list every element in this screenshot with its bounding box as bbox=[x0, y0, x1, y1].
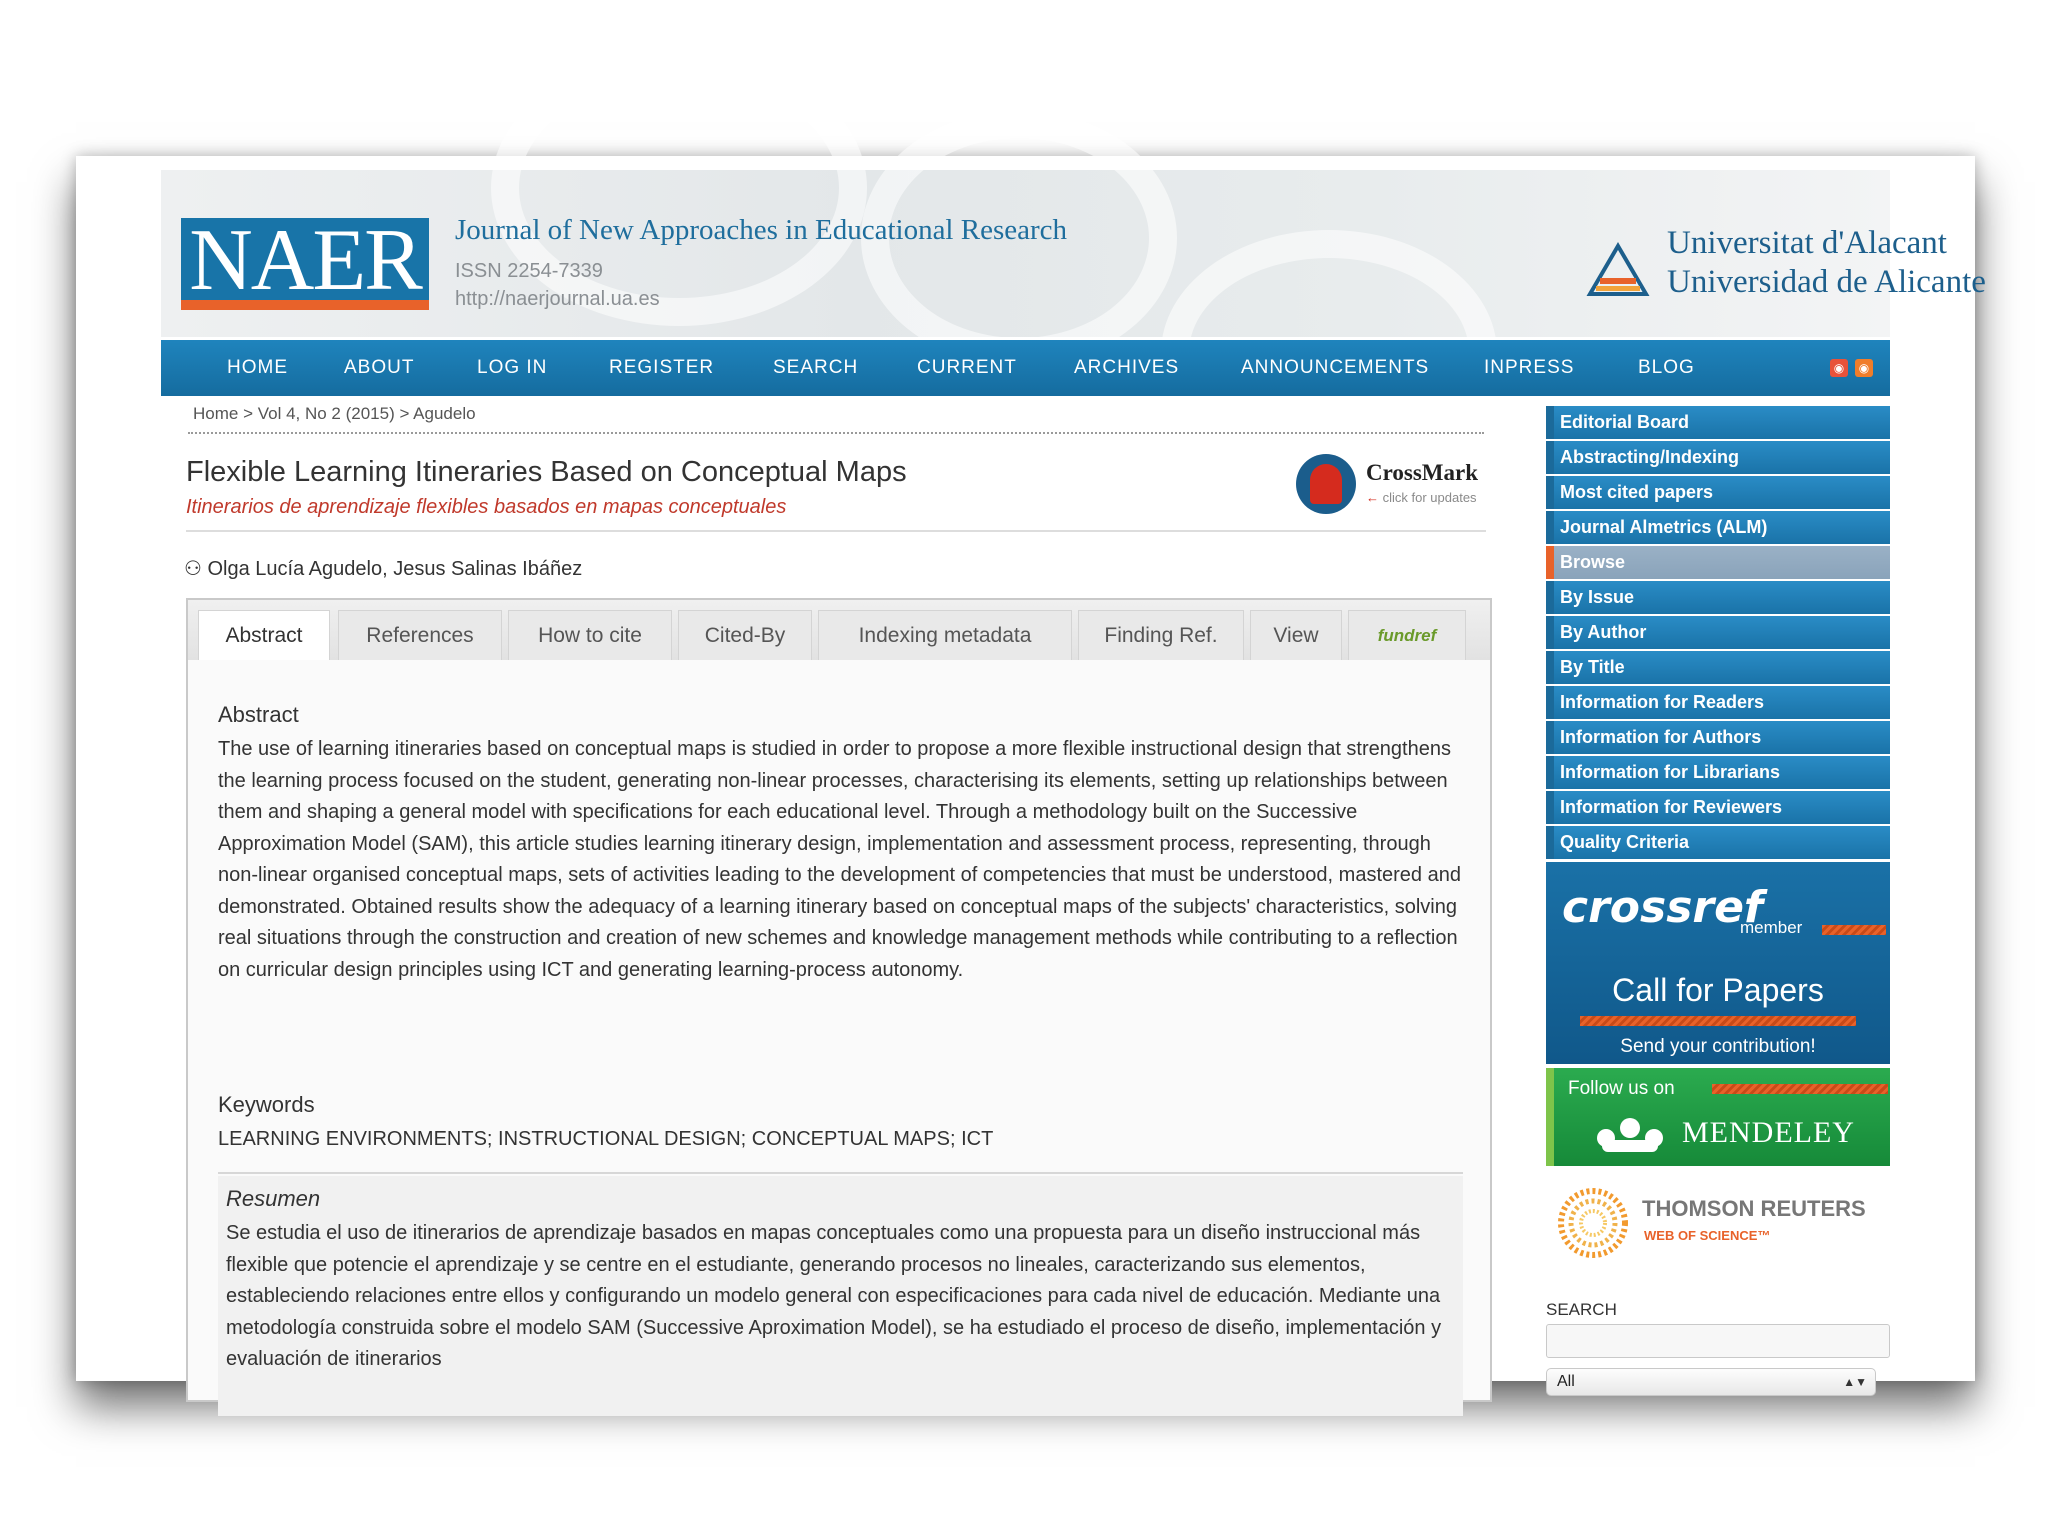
orange-stripe-decoration bbox=[1822, 925, 1886, 935]
article-title: Flexible Learning Itineraries Based on Conceptual Maps bbox=[186, 456, 907, 488]
follow-us-label: Follow us on bbox=[1568, 1078, 1675, 1099]
crossref-logo: crossref bbox=[1562, 882, 1764, 933]
thomson-reuters-name[interactable]: THOMSON REUTERS bbox=[1642, 1196, 1866, 1221]
journal-url: http://naerjournal.ua.es bbox=[455, 288, 660, 310]
keywords-divider bbox=[218, 1172, 1463, 1174]
tab-indexing-metadata[interactable]: Indexing metadata bbox=[818, 610, 1072, 660]
nav-archives[interactable]: ARCHIVES bbox=[1074, 357, 1180, 378]
article-tab-panel bbox=[186, 598, 1492, 1402]
tab-references[interactable]: References bbox=[338, 610, 502, 660]
naer-logo[interactable]: NAER bbox=[181, 218, 429, 310]
web-of-science-label: WEB OF SCIENCE™ bbox=[1644, 1228, 1771, 1243]
call-for-papers-title: Call for Papers bbox=[1612, 972, 1824, 1008]
browser-window bbox=[76, 156, 1986, 1390]
mendeley-icon bbox=[1594, 1114, 1666, 1154]
main-nav bbox=[161, 340, 1890, 396]
mendeley-name: MENDELEY bbox=[1682, 1116, 1855, 1149]
search-input[interactable] bbox=[1546, 1324, 1890, 1358]
tab-view[interactable]: View bbox=[1250, 610, 1342, 660]
sidebar-item-info-reviewers[interactable]: Information for Reviewers bbox=[1546, 791, 1890, 824]
crossref-call-for-papers-banner[interactable] bbox=[1546, 862, 1890, 1064]
user-icon: ⚇ bbox=[184, 558, 202, 580]
crossmark-label[interactable]: CrossMark bbox=[1366, 460, 1479, 485]
sidebar-item-info-librarians[interactable]: Information for Librarians bbox=[1546, 756, 1890, 789]
authors-line bbox=[184, 556, 582, 581]
abstract-text: The use of learning itineraries based on conceptual maps is studied in order to propose a more flexible instructional design that strengthens the learning process focused on the student, generating non-linear processes, characterising its elements, setting up relationships between them and shaping a general model with specifications for each educational level. Through a methodology built on the Successive Approximation Model (SAM), this article studies learning itinerary design, implementation and assessment process, representing, through non-linear organised conceptual maps, sets of activities leading to the development of competencies that must be understood, mastered and demonstrated. Obtained results show the adequacy of a learning itinerary based on conceptual maps of the subjects' characteristics, solving real situations through the construction and creation of new schemes and knowledge management methods while contributing to a reflection on curricular design principles using ICT and generating learning-process autonomy. bbox=[218, 738, 1461, 981]
keywords-text: LEARNING ENVIRONMENTS; INSTRUCTIONAL DESIGN; CONCEPTUAL MAPS; ICT bbox=[218, 1128, 994, 1150]
sidebar-item-abstracting-indexing[interactable]: Abstracting/Indexing bbox=[1546, 441, 1890, 474]
journal-issn: ISSN 2254-7339 bbox=[455, 260, 603, 282]
sidebar-item-by-issue[interactable]: By Issue bbox=[1546, 581, 1890, 614]
keywords-heading: Keywords bbox=[218, 1092, 315, 1117]
tab-content bbox=[188, 660, 1490, 1400]
crossmark-sublabel-text: click for updates bbox=[1382, 490, 1477, 505]
search-scope-select[interactable] bbox=[1546, 1368, 1876, 1396]
tab-cited-by[interactable]: Cited-By bbox=[678, 610, 812, 660]
select-arrows-icon: ▲▼ bbox=[1843, 1375, 1867, 1389]
tab-how-to-cite[interactable]: How to cite bbox=[508, 610, 672, 660]
thomson-reuters-logo-icon[interactable] bbox=[1556, 1186, 1630, 1260]
nav-blog[interactable]: BLOG bbox=[1638, 357, 1695, 378]
university-name-line1: Universitat d'Alacant bbox=[1667, 225, 1947, 261]
university-name[interactable] bbox=[1667, 224, 1986, 302]
nav-search[interactable]: SEARCH bbox=[773, 357, 859, 378]
resumen-section bbox=[218, 1176, 1463, 1416]
sidebar-item-editorial-board[interactable]: Editorial Board bbox=[1546, 406, 1890, 439]
nav-register[interactable]: REGISTER bbox=[609, 357, 715, 378]
crossmark-icon[interactable] bbox=[1296, 454, 1356, 514]
search-scope-value: All bbox=[1557, 1373, 1575, 1390]
title-divider bbox=[186, 530, 1486, 532]
resumen-heading: Resumen bbox=[226, 1186, 321, 1211]
crossref-member-label: member bbox=[1740, 918, 1803, 937]
authors[interactable]: Olga Lucía Agudelo, Jesus Salinas Ibáñez bbox=[207, 558, 583, 580]
call-for-papers-subtitle: Send your contribution! bbox=[1620, 1036, 1816, 1057]
header-swirl-decoration bbox=[491, 50, 867, 326]
site-header bbox=[161, 170, 1986, 337]
sidebar-item-journal-almetrics[interactable]: Journal Almetrics (ALM) bbox=[1546, 511, 1890, 544]
nav-announcements[interactable]: ANNOUNCEMENTS bbox=[1241, 357, 1430, 378]
nav-log-in[interactable]: LOG IN bbox=[477, 357, 548, 378]
arrow-left-icon: ← bbox=[1366, 490, 1383, 505]
tab-abstract[interactable]: Abstract bbox=[198, 610, 330, 662]
crossmark-sublabel[interactable] bbox=[1366, 490, 1477, 505]
nav-home[interactable]: HOME bbox=[227, 357, 288, 378]
sidebar-item-by-title[interactable]: By Title bbox=[1546, 651, 1890, 684]
mendeley-banner[interactable] bbox=[1546, 1068, 1890, 1166]
rss-icon[interactable]: ◉ bbox=[1830, 359, 1848, 377]
sidebar-item-quality-criteria[interactable]: Quality Criteria bbox=[1546, 826, 1890, 859]
search-label: SEARCH bbox=[1546, 1300, 1617, 1319]
sidebar-item-info-readers[interactable]: Information for Readers bbox=[1546, 686, 1890, 719]
resumen-text: Se estudia el uso de itinerarios de aprendizaje basados en mapas conceptuales como una propuesta para un diseño instruccional más flexible que potencie el aprendizaje y se centre en el estudiante, generando procesos no lineales, caracterizando sus elementos, estableciendo relaciones entre ellos y configurando un modelo general con especificaciones para cada nivel de educación. Mediante una metodología construida sobre el modelo SAM (Successive Aproximation Model), se ha estudiado el proceso de diseño, implementación y evaluación de itinerarios bbox=[226, 1222, 1442, 1370]
sidebar-item-by-author[interactable]: By Author bbox=[1546, 616, 1890, 649]
tab-bar bbox=[188, 600, 1490, 661]
article-subtitle: Itinerarios de aprendizaje flexibles basados en mapas conceptuales bbox=[186, 496, 787, 518]
university-name-line2: Universidad de Alicante bbox=[1667, 264, 1986, 300]
sidebar-item-most-cited[interactable]: Most cited papers bbox=[1546, 476, 1890, 509]
tab-fundref-logo[interactable]: fundref bbox=[1348, 610, 1466, 660]
nav-current[interactable]: CURRENT bbox=[917, 357, 1017, 378]
nav-inpress[interactable]: INPRESS bbox=[1484, 357, 1575, 378]
orange-stripe-decoration bbox=[1712, 1084, 1888, 1094]
sidebar-item-info-authors[interactable]: Information for Authors bbox=[1546, 721, 1890, 754]
nav-about[interactable]: ABOUT bbox=[344, 357, 415, 378]
orange-stripe-decoration bbox=[1580, 1016, 1856, 1026]
tab-finding-ref[interactable]: Finding Ref. bbox=[1078, 610, 1244, 660]
university-logo-icon[interactable] bbox=[1586, 242, 1650, 298]
abstract-heading: Abstract bbox=[218, 702, 299, 727]
breadcrumb[interactable]: Home > Vol 4, No 2 (2015) > Agudelo bbox=[193, 404, 476, 423]
breadcrumb-divider bbox=[188, 432, 1484, 434]
sidebar-item-browse[interactable]: Browse bbox=[1546, 546, 1890, 579]
journal-title[interactable]: Journal of New Approaches in Educational Research bbox=[455, 214, 1068, 246]
atom-icon[interactable]: ◉ bbox=[1855, 359, 1873, 377]
